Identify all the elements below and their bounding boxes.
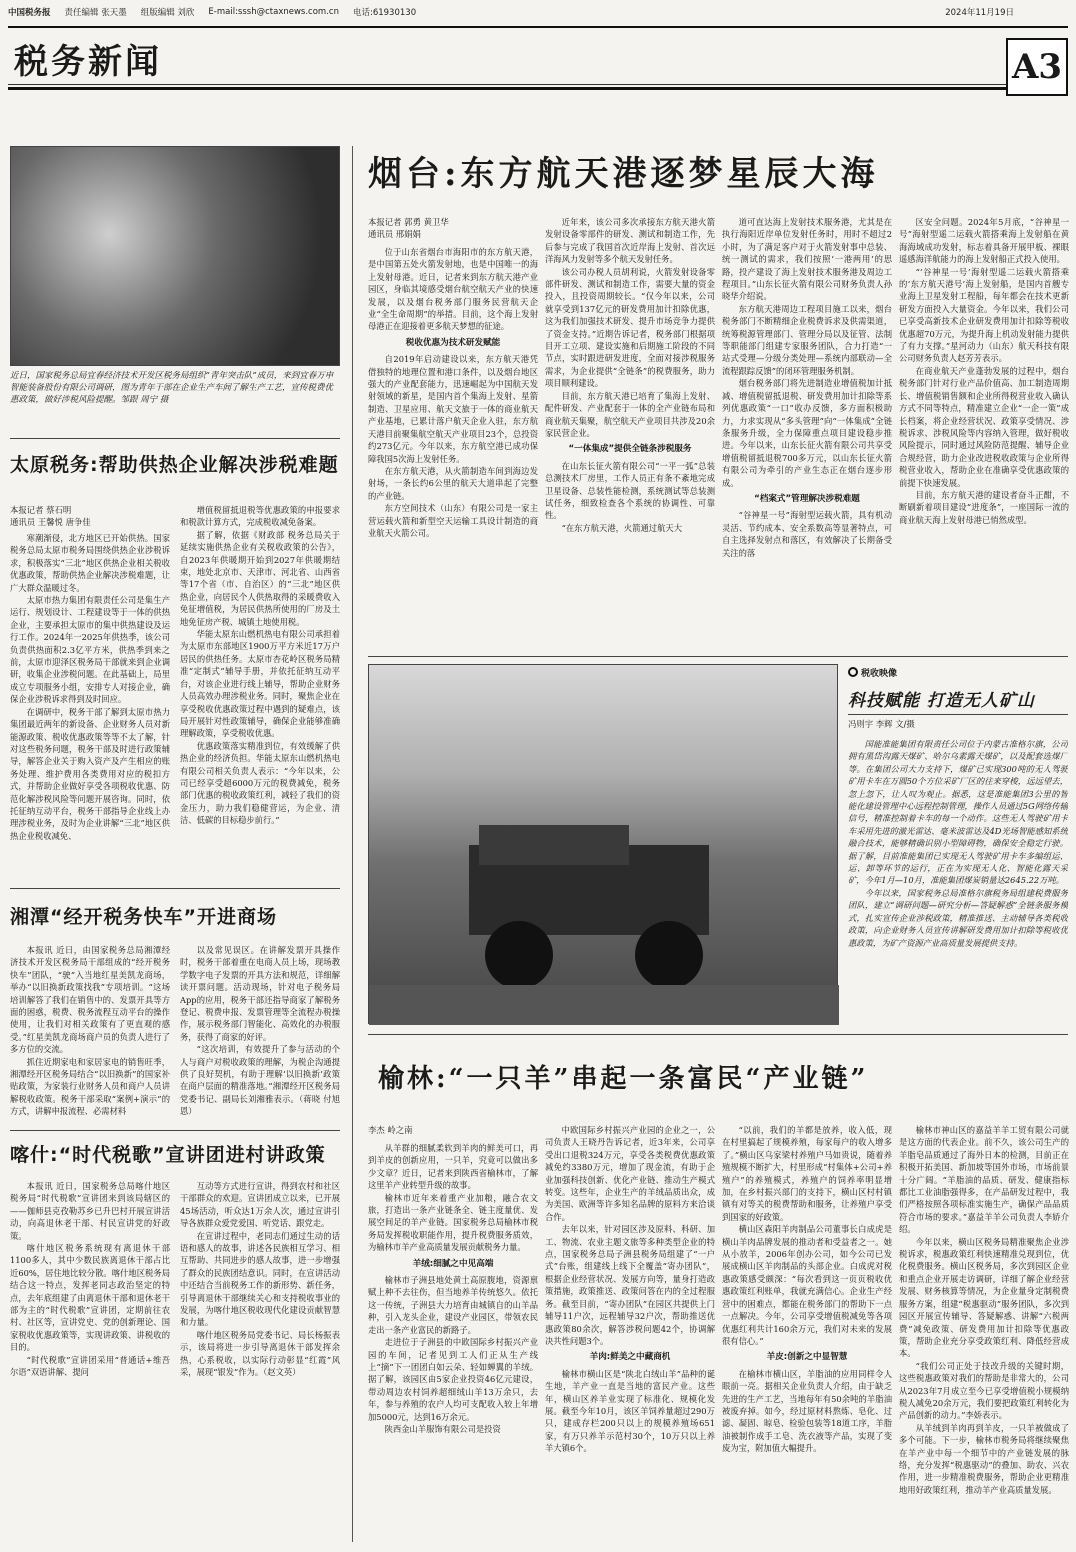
page-number: A3 [1006,38,1068,96]
taiyuan-col-2: 增值税留抵退税等优惠政策的申报要求和税款计算方式，完成税收减免备案。 据了解，依据《财政部 税务总局关于延续实施供热企业有关税收政策的公告》，自2023年供暖期开始到2027年供暖期结束，地处北京市、天津市、河北省、山西省等17个省（市、自治区）的“三北”地区供热企业，向居民个人供热取得的采暖费收入免征增值税，为居民供热所使用的厂房及土地免征房产税、城镇土地使用税。 华能太原东山燃机热电有限公司承担着为太原市东部地区1900万平方米近17万户居民的供热任务。太原市杏花岭区税务局精准“定制式”辅导手册，并依托征纳互动平台，对该企业进行线上辅导，帮助企业财务人员高效办理涉税业务。同时，聚焦企业在享受税收优惠政策过程中遇到的疑难点，该局开展针对性政策辅导，确保企业能够准确理解政策，享受税收优惠。 优惠政策落实精准到位，有效缓解了供热企业的经济负担。华能太原东山燃机热电有限公司相关负责人表示：“今年以来，公司已经享受超6000万元的税费减免，税务部门优惠的税收政策红利，减轻了我们的资金压力，助力我们稳健营运，为企业、清洁、低碳的目标稳步前行。” [180,505,340,826]
yantai-byline-correspondent: 通讯员 邢娟娟 [368,229,421,239]
top-info-bar [8,4,1068,20]
kashi-col-1: 本报讯 近日，国家税务总局喀什地区税务局“时代税歌”宣讲团来到该局辖区的——伽师县克孜勒苏乡已升巴村开展宣讲活动，向高退休老干部、村民宣讲党的好政策。 喀什地区税务系统现有离退休干部1100多人，其中少数民族离退休干部占比近60%，居住地比较分散。喀什地区税务局结合这一特点，发挥老同志政治坚定的特点，去年底组建了由离退休干部和退休老干部为主的“时代税歌”宣讲团，定期前往农村、社区等，宣讲党史、党的创新理论、国家税收优惠政策等，实现讲政策、讲税收的目的。 “时代税歌”宣讲团采用“普通话+维吾尔语”双语讲解、提问 [10,1181,170,1378]
yulin-col-4: 榆林市神山区的嘉益羊羊工贸有限公司就是这方面的代表企业。前不久，该公司生产的羊脂皂品质通过了海外日本的检测，目前正在积极开拓美国、新加坡等国外市场，市场前景十分广阔。“羊脂油的品质、研发、健康指标都比工业油脂强得多，在产品研发过程中，我们严格按照各项标准实施生产，确保产品品质符合市场的要求。”嘉益羊羊公司负责人李娇介绍。 今年以来，横山区税务局精准聚焦企业涉税诉求，税惠政策红利快速精准兑现到位，优化税费服务。横山区税务局，多次到园区企业和重点企业开展走访调研，详细了解企业经营发展、财务核算等情况，为企业量身定制税费服务方案，组建“税惠驱动”服务团队，多次到园区开展宣传辅导、答疑解惑、讲解“六税两费”减免政策、研发费用加计扣除等优惠政策，帮助企业充分享受政策红利、降低经营成本。 “我们公司正处于技改升级的关键时期，这些税惠政策对我们的帮助是非常大的，公司从2023年7月成立至今已享受增值税小规模纳税人减免20余万元，我们要把政策红利转化为产品创新的动力。”李娇表示。 从羊绒到羊肉再到羊皮，一只羊被做成了多个可能。下一步，榆林市税务局将继续聚焦在羊产业中每一个细节中的产业链发展的脉络，充分发挥“税惠驱动”的叠加、助农、兴农作用，进一步精准税费服务，帮助企业更精准地用好政策红利，推动羊产业高质量发展。 [899,1125,1069,1495]
kashi-col-2: 互动等方式进行宣讲，得到农村和社区干部群众的欢迎。宣讲团成立以来，已开展45场活动，听众达1万余人次，通过宣讲引导各族群众爱党爱国、听党话、跟党走。 在宣讲过程中，老同志们通过生动的话语和感人的故事，讲述各民族相互学习、相互帮助、共同进步的感人故事，进一步增强了群众的民族团结意识。同时，在宣讲活动中还结合当前税务工作的新形势、新任务，引导离退休干部继续关心和支持税收事业的发展，为喀什地区税收现代化建设贡献智慧和力量。 喀什地区税务局党委书记、局长杨振表示，该局将进一步引导离退休干部发挥余热，心系税收，以实际行动彰显“红霞”风采，展现“银发”作为。（赵文英） [180,1181,340,1378]
truck-illustration [369,665,839,1025]
video-body: 国能准能集团有限责任公司位于内蒙古准格尔旗，公司拥有黑岱沟露天煤矿、哈尔乌素露天煤矿，以及配套选煤厂等。在集团公司大力支持下，煤矿已实现300吨的无人驾驶矿用卡车在万圆50个方位采矿厂区的往来穿梭，远远望去，忽上忽下，让人叹为观止。据悉，这是准能集团3公里的智能化建设管理中心远程控制管理，操作人员通过5G网络传输信号，精准控制着卡车的每一个动作。这些无人驾驶矿用卡车采用先进的激光雷达、毫米波雷达及4D光场智能感知系统融合技术，能够精确识别小型障碍物，确保安全稳定行驶。据了解，目前准能集团已实现无人驾驶矿用卡车多编组运、运、卸等环节的运行，正在为实现无人化、智能化露天采矿，今年1月—10月，准能集团煤炭销量达2645.22万吨。 今年以来，国家税务总局准格尔旗税务局组建税费服务团队，建立“调研问题—研究分析—答疑解惑”全链条服务模式，扎实宣传企业涉税政策，精准推送、主动辅导各类税收政策，向企业财务人员宣传讲解研发费用加计扣除等税收优惠政策，为矿产资源产业高质量发展提供支持。 [848,739,1068,948]
photo-tax-officers-workshop [10,146,340,366]
yulin-col-1: 从羊群的细腻柔软到羊肉的鲜美可口，再到羊皮的创新应用，一只羊，究竟可以做出多少文章？近日，记者来到陕西省榆林市，了解这里羊产业转型升级的故事。 榆林市近年来着重产业加粮，融合农文旅，打造出一条产业链条全、链主度量优、发展空间足的羊产业链。国家税务总局榆林市税务局发挥税收职能作用，提升税费服务质效，为榆林市羊产业高质量发展贡献税务力量。 羊绒:细腻之中见高端 榆林市子洲县地处黄土高原腹地，资源禀赋上种不去往伤，但当地养羊传统悠久。依托这一传统，子洲县大力培育由城镇自的山羊品种，引入龙头企业，建设产业园区，带领农民走出一条产业富民的新路子。 走进位于子洲县的中欧国际乡村振兴产业园的车间，记者见到工人们正从生产线上“摘”下一团团白如云朵、轻如蝉翼的羊绒。据了解，该园区由5家企业投资46亿元建设，带动周边农村饲养超细绒山羊13万余只，去年，参与养殖的农户人均可支配收入较上年增加5000元，达到16万余元。 陕西金山羊服饰有限公司是投资 [368,1143,538,1434]
masthead-rule [8,84,1068,85]
section-title: 税务新闻 [14,42,162,82]
xiangtan-col-1: 本报讯 近日，由国家税务总局湘潭经济技术开发区税务局干部组成的“经开税务快车”团队，“驶”入当地红星美凯龙商场，举办“以旧换新政策找我”专项培训。“这场培训解答了我们在销售中的、发票开具等方面的困惑，税费、税务流程互动平台的操作使用，让我们对相关政策有了更直观的感受。”红星美凯龙商场商户员的负责人进行了多方位的交流。 抓住近期家电和家居家电的销售旺季，湘潭经开区税务局结合“以旧换新”的国家补贴政策，为家装行业财务人员和商户人员讲解税收政策。税务干部采取“案例+演示”的方式，讲解申报流程、必需材料 [10,945,170,1117]
taiyuan-byline-correspondent: 通讯员 王馨悦 唐争佳 [10,517,91,527]
photo-autonomous-mining-trucks [368,664,838,1024]
camera-icon [848,667,858,677]
photo1-caption: 近日，国家税务总局宜春经济技术开发区税务局组织“青年突击队”成员，来到宜春万申智能装备股份有限公司调研，图为青年干部在企业生产车间了解生产工艺，宣传税费优惠政策，做好涉税风险提醒。邹跟 周宁 摄 [10,371,334,405]
paper-name: 中国税务报 [8,8,51,18]
yantai-headline: 烟台:东方航天港逐梦星辰大海 [368,154,879,194]
taiyuan-headline: 太原税务:帮助供热企业解决涉税难题 [10,454,339,476]
yantai-col-2: 近年来，该公司多次承接东方航天港火箭发射设备零部件的研发、测试和制造工作，先后参与完成了我国首次近岸海上发射、首次远洋海风力发射等多个航天发射任务。 该公司办税人员胡利说，火箭发射设备零部件研发、测试和制造工作，需要大量的资金投入，且投资周期较长。“仅今年以来，公司就享受到137亿元的研发费用加计扣除优惠，这为我们加强技术研发、提升市场竞争力提供了资金支持。”近期告诉记者，税务部门根据项目开工立项、建设实施和后期施工阶段的不同节点，实时跟进研发进度，全面对接涉税服务需求，为企业提供“全链条”的税费服务，助力项目顺利建设。 目前，东方航天港已培育了集海上发射、配件研发、产业配套于一体的全产业链布局和商业航天集聚，航空航天产业项目共涉及20余家民营企业。 “一体集成”提供全链条涉税服务 在山东长征火箭有限公司“一平一弧”总装总测技术厂房里，工作人员正有条不紊地完成卫星设备、总装性能检测，系统测试等总装测试任务，细致检查各个系统的协调性、可靠性。 “在东方航天港，火箭通过航天大 [545,217,715,533]
editor-credit: 责任编辑 张天墨 [64,8,127,18]
yantai-col-3: 道可直达海上发射技术服务港，尤其是在执行海阳近岸单位发射任务时，用时不超过2小时，为了满足客户对于火箭发射事中总装、统一测试的需求，我们按照‘一港两用’的思路，投产建设了海上发射技术服务港及周边工程项目。”山东长征火箭有限公司财务负责人孙晓华介绍说。 东方航天港周边工程项目施工以来，烟台税务部门不断精细企业税费诉求及供需渠道，统筹税源管理部门、管理分局以及征管、法制等职能部门组建专家服务团队，合力打造“一站式受理—分级分类处理—系统内部联动—全流程跟踪反馈”的闭环管理服务机制。 烟台税务部门将先进制造业增值税加计抵减、增值税留抵退税、研发费用加计扣除等系列优惠政策“一口”收办反馈，多方面积极助力，力求实现从“多头管理”向“一体集成”全链条服务升级，全力保障重点项目建设稳步推进。今年以来，山东长征火箭有限公司共享受增值税留抵退税700多万元，以山东长征火箭有限公司为牵引的产业生态正在烟台逐步形成。 “档案式”管理解决涉税难题 “谷神星一号”海射型运载火箭，具有机动灵活、节约成本、安全系数高等显著特点，可自主选择发射点和落区，有效解决了长期备受关注的落 [722,217,892,558]
designer-credit: 组版编辑 刘欣 [140,8,195,18]
yulin-byline: 李杰 岭之南 [368,1125,413,1135]
xiangtan-col-2: 以及常见误区。在讲解发票开具操作时，税务干部着重在电商人员上场，现场教学数字电子发票的开具方法和规范，详细解读开票问题。活动现场，针对电子税务局App的应用，税务干部还指导商家了解税务登记、税费申报、发票管理等全流程办税操作，展示税务部门智能化、高效化的办税服务，获得了商家的好评。 “这次培训，有效提升了参与活动的个人与商户对税收政策的理解，为税企沟通提供了良好契机，有助于理解‘以旧换新’政策在商户层面的精准落地。”湘潭经开区税务局党委书记、副局长刘湘雅表示。（蒋晓 付旭恩） [180,945,340,1117]
phone: 电话:61930130 [352,8,417,18]
email: E-mail:sssh@ctaxnews.com.cn [208,7,339,17]
yulin-headline: 榆林:“一只羊”串起一条富民“产业链” [378,1064,869,1094]
kashi-headline: 喀什:“时代税歌”宣讲团进村讲政策 [10,1144,326,1166]
video-headline: 科技赋能 打造无人矿山 [848,691,1035,711]
xiangtan-headline: 湘潭“经开税务快车”开进商场 [10,906,277,928]
yantai-byline-reporter: 本报记者 郭勇 黄卫华 [368,217,449,227]
video-byline: 冯则宇 李辉 文/摄 [848,719,915,729]
yulin-col-2: 中欧国际乡村振兴产业园的企业之一，公司负责人王晓丹告诉记者，近3年来，公司享受出口退税324万元，享受各类税费优惠政策减免约3380万元，增加了现金流，有助于企业加强科技创新、优化产业链、推动生产模式转变。这些年，企业生产的羊绒品质出众，成为美国、欧洲等许多知名品牌的原料方来洽谈合作。 去年以来，针对园区涉及原料、科研、加工、物流、农业主题文旅等多种类型企业的特点，国家税务总局子洲县税务局组建了“一户式”台账，组建线上线下全覆盖“寄办团队”，根据企业经营状况、发展方向等，量身打造政策措施，政策推送、政策问答在内的全过程服务。截至目前，“寄办团队”在园区共提供上门辅导11户次，远程辅导32户次，帮助推送优惠政策80余次，解答涉税问题42个，协调解决共性问题3个。 羊肉:鲜美之中藏商机 榆林市横山区是“陕北白绒山羊”品种的诞生地，羊产业一直是当地的富民产业。这些年，横山区养羊业实现了标准化、规模化发展。截至今年10月，该区羊饲养量超过290万只，建成存栏200只以上的规模养殖场651家，有万只养羊示范村30个，10万只以上养羊大镇6个。 [545,1125,715,1454]
taiyuan-col-1: 寒潮渐侵，北方地区已开始供热。国家税务总局太原市税务局围绕供热企业涉税诉求，积极落实“三北”地区供热企业相关税收优惠政策，帮助供热企业解决涉税难题，让广大群众温暖过冬。 太原市热力集团有限责任公司是集生产运行、规划设计、工程建设等于一体的供热企业，主要承担太原市的集中供热建设及运行工作。2024年一2025年供热季，该公司负责供热面积2.3亿平方米，供热季到来之前，太原市迎泽区税务局干部就来到企业调研，收集企业涉税问题。在此基础上，局里成立专项服务小组，安排专人对接企业，确保企业涉税诉求得到及时回应。 在调研中，税务干部了解到太原市热力集团最近两年的新设备、企业财务人员对新能源政策、税收优惠政策等等不太了解，针对这些税务问题，税务干部及时进行政策辅导，解答企业关于购入资产及产生相应的账务处理、维护费用各类费用对应的税扣方式，并帮助企业做好享受各项税收优惠、防范化解涉税风险等问题开展咨询。同时，依托征纳互动平台，税务干部指导企业线上办理涉税业务，及时为企业讲解“三北”地区供热企业税收减免、 [10,533,170,841]
taiyuan-byline-reporter: 本报记者 蔡石明 [10,505,72,515]
masthead [8,26,1068,100]
yantai-col-4: 区安全问题。2024年5月底，“谷神星一号”海射型遥二运载火箭搭乘海上发射船在黄海海域成功发射，标志着具备开展甲板、裸眼遥感海洋航能力的海上发射船正式投入使用。 “‘谷神星一号’海射型遥二运载火箭搭乘的‘东方航天港号’海上发射船，是国内首艘专业海上卫星发射工程船，每年都会在技术更新研发方面投入大量资金。今年以来，我们公司已享受高新技术企业研发费用加计扣除等税收优惠超70万元，为提升海上机动发射能力提供了有力支撑。”星河动力（山东）航天科技有限公司财务负责人赵芳芳表示。 在商业航天产业蓬勃发展的过程中，烟台税务部门针对行业产品价值高、加工制造周期长、增值税销售额和企业所得税营业收入确认方式不同等特点，精准建立企业“一企一策”成长档案，将企业经营状况、政策享受情况、涉税诉求、涉税风险等内容纳入管理，做好税收风险提示，同时通过风险防范提醒、辅导企业合规经营，助力企业改进税收政策与企业所得税营业收入，帮助企业在准确享受优惠政策的前提下快速发展。 目前，东方航天港的建设者奋斗正酣，不断刷新着项目建设“进度条”，一座国际一流的商业航天海上发射母港已悄然成型。 [899,217,1069,525]
issue-date: 2024年11月19日 [945,8,1014,18]
yantai-col-1: 位于山东省烟台市海阳市的东方航天港，是中国第五处火箭发射地，也是中国唯一的海上发射母港。近日，记者来到东方航天港产业园区，身临其境感受烟台航空航天产业的快速发展，以及烟台税务部门服务民营航天企业“全生命周期”的举措。目前，这个海上发射母港正在迎接着更多航天梦想的征途。 税收优惠为技术研发赋能 自2019年启动建设以来，东方航天港凭借独特的地理位置和港口条件，以及烟台地区强大的产业配套能力，迅速崛起为中国航天发射领域的新星，是国内首个集海上发射、星箭制造、卫星应用、航天文旅于一体的商业航天产业基地，已累计落户航天企业入驻，东方航天港目前聚集航空航天产业项目23个，总投资约273亿元。今年以来，东方航空港已成功保障我国5次海上发射任务。 在东方航天港，从火箭制造车间到海边发射场，一条长约6公里的航天大道串起了完整的产业链。 东方空间技术（山东）有限公司是一家主营运载火箭和新型空天运输工具设计制造的商业航天火箭公司。 [368,247,538,538]
yulin-col-3: “以前，我们的羊都是放养，收入低，现在村里搞起了规模养殖，每家每户的收入增多了。”横山区乌家梁村养殖户马如贵说，随着养殖规模不断扩大，村里形成“村集体+公司+养殖户”的养殖模式，养殖户的饲养率明显增加，在乡村振兴部门的支持下，横山区村村镇镇有对等关的税费帮助和服务，让养殖户享受到国家的好政策。 横山区森阳羊肉制品公司董事长白成虎是横山羊肉品牌发展的推动者和受益者之一。她从小放羊，2006年创办公司，如今公司已发展成横山区羊肉制品的头部企业。白成虎对税惠政策感受颇深：“每次看到这一页页税收优惠政策红利账单，我就充满信心。企业生产经营中的困难点，都能在税务部门的帮助下一点一点解决。今年，公司享受增值税减免等各项优惠红利共计160余万元，我们对未来的发展很有信心。” 羊皮:创新之中显智慧 在榆林市横山区，羊脂油的应用同样令人眼前一亮。据相关企业负责人介绍，由于缺乏先进的生产工艺，当地每年有50余吨的羊脂油被废弃掉。如今，经过原材料熬炼、皂化、过滤、凝固、晾皂、检验包装等18道工序，羊脂油被制作成手工皂、洗衣液等产品，实现了变废为宝，附加值大幅提升。 [722,1125,892,1454]
video-section-tag: 税收映像 [848,664,920,680]
masthead-rule-thick [8,87,1068,90]
